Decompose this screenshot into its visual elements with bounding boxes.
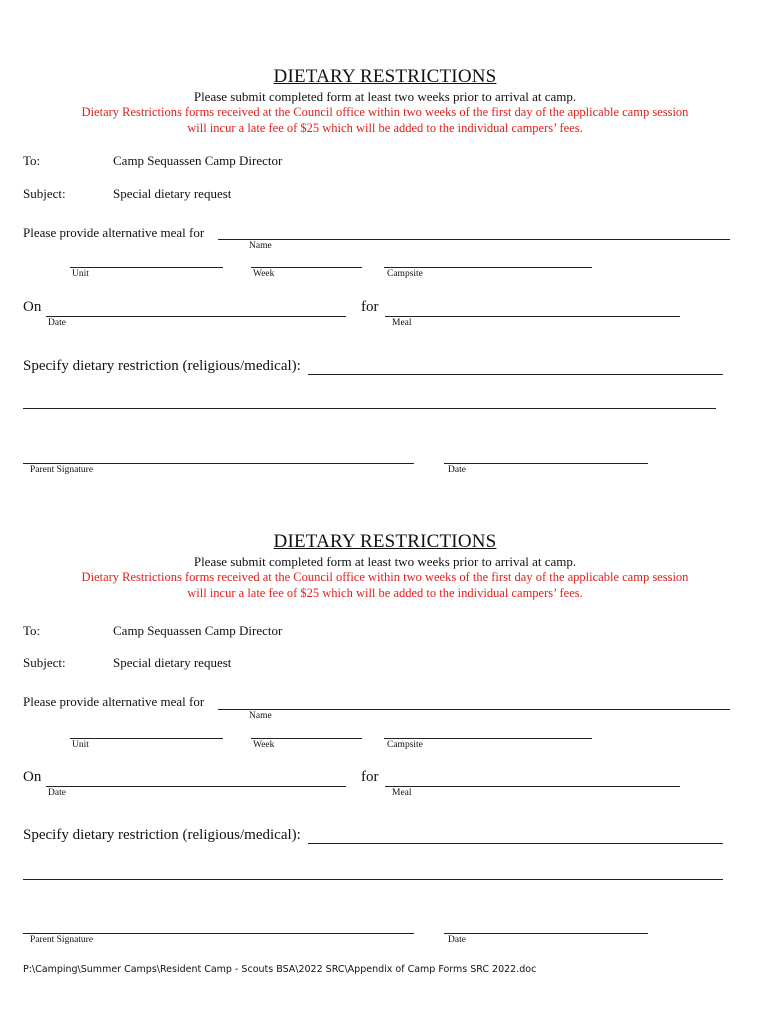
file-path-footer: P:\Camping\Summer Camps\Resident Camp - Scouts BSA\2022 SRC\Appendix of Camp Forms SRC 2022.doc	[23, 964, 537, 975]
for-label: for	[361, 769, 379, 785]
instruction-text: Please submit completed form at least two weeks prior to arrival at camp.	[193, 89, 577, 104]
subject-label: Subject:	[23, 655, 66, 670]
meal-line[interactable]	[385, 786, 680, 787]
week-caption: Week	[253, 740, 275, 750]
campsite-line[interactable]	[384, 267, 592, 268]
unit-line[interactable]	[70, 738, 223, 739]
to-label: To:	[23, 623, 41, 638]
late-fee-notice-line2: will incur a late fee of $25 which will be added to the individual campers’ fees.	[187, 586, 583, 600]
unit-line[interactable]	[70, 267, 223, 268]
form-title: DIETARY RESTRICTIONS	[273, 531, 497, 552]
signature-date-line[interactable]	[444, 463, 648, 464]
week-line[interactable]	[251, 267, 362, 268]
date-caption: Date	[48, 788, 66, 798]
to-value: Camp Sequassen Camp Director	[113, 153, 283, 168]
subject-value: Special dietary request	[113, 655, 232, 670]
to-label: To:	[23, 153, 41, 168]
week-caption: Week	[253, 269, 275, 279]
meal-caption: Meal	[392, 788, 412, 798]
week-line[interactable]	[251, 738, 362, 739]
meal-for-label: Please provide alternative meal for	[23, 225, 205, 240]
parent-signature-caption: Parent Signature	[30, 935, 94, 945]
late-fee-notice-line1: Dietary Restrictions forms received at the Council office within two weeks of the first day of the applicable camp session	[81, 570, 689, 584]
name-caption: Name	[249, 241, 272, 251]
for-label: for	[361, 299, 379, 315]
date-line[interactable]	[46, 316, 346, 317]
signature-date-caption: Date	[448, 935, 466, 945]
signature-date-caption: Date	[448, 465, 466, 475]
name-line[interactable]	[218, 709, 730, 710]
parent-signature-caption: Parent Signature	[30, 465, 94, 475]
late-fee-notice-line2: will incur a late fee of $25 which will be added to the individual campers’ fees.	[187, 121, 583, 135]
subject-label: Subject:	[23, 186, 66, 201]
subject-value: Special dietary request	[113, 186, 232, 201]
instruction-text: Please submit completed form at least two weeks prior to arrival at camp.	[193, 554, 577, 569]
parent-signature-line[interactable]	[23, 933, 414, 934]
signature-date-line[interactable]	[444, 933, 648, 934]
restriction-line-1[interactable]	[308, 374, 723, 375]
campsite-caption: Campsite	[387, 740, 423, 750]
name-line[interactable]	[218, 239, 730, 240]
name-caption: Name	[249, 711, 272, 721]
restriction-label: Specify dietary restriction (religious/medical):	[23, 358, 301, 374]
form-title: DIETARY RESTRICTIONS	[273, 66, 497, 87]
campsite-caption: Campsite	[387, 269, 423, 279]
restriction-line-2[interactable]	[23, 408, 716, 409]
unit-caption: Unit	[72, 740, 89, 750]
restriction-label: Specify dietary restriction (religious/medical):	[23, 827, 301, 843]
on-label: On	[23, 299, 42, 315]
date-caption: Date	[48, 318, 66, 328]
parent-signature-line[interactable]	[23, 463, 414, 464]
unit-caption: Unit	[72, 269, 89, 279]
campsite-line[interactable]	[384, 738, 592, 739]
to-value: Camp Sequassen Camp Director	[113, 623, 283, 638]
date-line[interactable]	[46, 786, 346, 787]
restriction-line-1[interactable]	[308, 843, 723, 844]
meal-caption: Meal	[392, 318, 412, 328]
late-fee-notice-line1: Dietary Restrictions forms received at the Council office within two weeks of the first day of the applicable camp session	[81, 105, 689, 119]
meal-line[interactable]	[385, 316, 680, 317]
meal-for-label: Please provide alternative meal for	[23, 694, 205, 709]
restriction-line-2[interactable]	[23, 879, 723, 880]
on-label: On	[23, 769, 42, 785]
